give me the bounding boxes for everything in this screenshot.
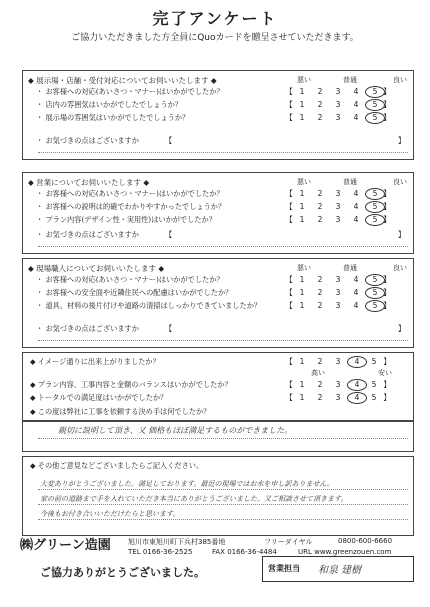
rating-option-4[interactable]: 4 — [353, 189, 359, 198]
freedial-number: 0800-600-6660 — [338, 537, 393, 545]
rating-option-3[interactable]: 3 — [335, 301, 341, 310]
bracket-close: 】 — [383, 87, 391, 96]
answer-line — [38, 519, 408, 520]
bracket-open: 【 — [285, 301, 293, 310]
rating-option-1[interactable]: 1 — [299, 275, 305, 284]
scale-label-good: 良い — [393, 76, 407, 84]
scale-label-bad: 悪い — [297, 76, 311, 84]
bracket-open: 【 — [285, 113, 293, 122]
rating-scale[interactable] — [285, 214, 391, 226]
question-text: ・ お客様への対応(あいさつ・マナー)はいかがでしたか？ — [36, 87, 224, 96]
section-heading: ◆ 現場職人についてお伺いいたします ◆ — [28, 264, 165, 273]
comment-line — [38, 246, 408, 247]
rating-option-1[interactable]: 1 — [299, 215, 305, 224]
rating-option-1[interactable]: 1 — [299, 301, 305, 310]
comment-line — [38, 340, 408, 341]
rating-scale[interactable] — [285, 86, 391, 98]
rating-option-2[interactable]: 2 — [317, 357, 323, 366]
question-text: ・ 店内の雰囲気はいかがでしたでしょうか？ — [36, 100, 183, 109]
rating-option-4[interactable]: 4 — [347, 356, 367, 368]
scale-label-normal: 普通 — [343, 76, 357, 84]
rating-option-4[interactable]: 4 — [353, 215, 359, 224]
rating-option-1[interactable]: 1 — [299, 380, 305, 389]
rating-option-5[interactable]: 5 — [365, 287, 385, 299]
question-total: ◆ トータルでの満足度はいかがでしたか？ — [30, 393, 168, 402]
rating-option-5[interactable]: 5 — [365, 188, 385, 200]
intro-text: ご協力いただきました方全員にQuoカードを贈呈させていただきます。 — [71, 33, 359, 43]
company-tel: TEL 0166-36-2525 — [128, 548, 193, 556]
question-reason: ◆ この度は弊社に工事を依頼する決め手は何でしたか？ — [30, 407, 211, 416]
rep-label: 営業担当 — [268, 564, 300, 573]
rating-option-3[interactable]: 3 — [335, 275, 341, 284]
scale-total — [285, 392, 391, 404]
rating-option-2[interactable]: 2 — [317, 100, 323, 109]
rating-option-1[interactable]: 1 — [299, 393, 305, 402]
rating-option-3[interactable]: 3 — [335, 215, 341, 224]
rating-option-4[interactable]: 4 — [347, 379, 367, 391]
scale-label-good: 良い — [393, 264, 407, 272]
answer-line — [38, 438, 408, 439]
other-line-2: 家の前の道路まで手を入れていただき本当にありがとうございました。又ご相談させて頂きます。 — [40, 495, 348, 503]
rating-option-5[interactable]: 5 — [365, 300, 385, 312]
bracket-close: 】 — [383, 275, 391, 284]
rating-option-1[interactable]: 1 — [299, 189, 305, 198]
comment-label: ・ お気づきの点はございますか — [36, 136, 139, 145]
section-heading: ◆ 展示場・店舗・受付対応についてお伺いいたします ◆ — [28, 76, 217, 85]
scale-label-good: 良い — [393, 178, 407, 186]
comment-label: ・ お気づきの点はございますか — [36, 324, 139, 333]
answer-reason: 親切に説明して頂き、又 価格もほぼ満足するものができました。 — [58, 426, 293, 435]
bracket-open: 【 — [285, 87, 293, 96]
question-text: ・ お客様への安全面や近隣住民への配慮はいかがでしたか？ — [36, 288, 233, 297]
bracket-open: 【 — [285, 288, 293, 297]
rating-option-4[interactable]: 4 — [353, 288, 359, 297]
answer-line — [38, 504, 408, 505]
question-text: ・ 道具、材料の後片付けや道路の清掃はしっかりできていましたか？ — [36, 301, 262, 310]
company-address: 旭川市東旭川町下兵村385番地 — [128, 538, 226, 546]
rating-option-2[interactable]: 2 — [317, 275, 323, 284]
label-high: 高い — [311, 369, 325, 377]
answer-line — [38, 489, 408, 490]
rating-option-2[interactable]: 2 — [317, 288, 323, 297]
question-balance: ◆ プラン内容、工事内容と金額のバランスはいかがでしたか？ — [30, 380, 232, 389]
other-line-3: 今後もお付き合いいただけたらと思います。 — [40, 510, 180, 518]
rating-option-5[interactable]: 5 — [365, 274, 385, 286]
question-image: ◆ イメージ通りに出来上がりましたか？ — [30, 357, 160, 366]
comment-bracket-close: 】 — [398, 324, 406, 333]
rating-option-4[interactable]: 4 — [353, 100, 359, 109]
rep-name: 和泉 建樹 — [318, 565, 362, 576]
comment-bracket-open: 【 — [165, 136, 173, 145]
bracket-close: 】 — [383, 288, 391, 297]
question-text: ・ お客様への対応(あいさつ・マナー)はいかがでしたか？ — [36, 189, 224, 198]
rating-option-4[interactable]: 4 — [353, 113, 359, 122]
comment-line — [38, 152, 408, 153]
rating-option-3[interactable]: 3 — [335, 113, 341, 122]
question-text: ・ 展示場の雰囲気はいかがでしたでしょうか？ — [36, 113, 190, 122]
rating-option-5[interactable]: 5 — [371, 357, 377, 366]
rating-option-1[interactable]: 1 — [299, 357, 305, 366]
bracket-open: 【 — [285, 215, 293, 224]
page-title: 完了アンケート — [152, 9, 278, 28]
rating-option-2[interactable]: 2 — [317, 87, 323, 96]
rating-option-5[interactable]: 5 — [371, 380, 377, 389]
scale-label-bad: 悪い — [297, 264, 311, 272]
bracket-open: 【 — [285, 202, 293, 211]
scale-label-bad: 悪い — [297, 178, 311, 186]
rating-option-3[interactable]: 3 — [335, 189, 341, 198]
rating-option-4[interactable]: 4 — [353, 275, 359, 284]
rating-scale[interactable] — [285, 188, 391, 200]
company-logo: ㈱グリーン造園 — [20, 538, 111, 553]
bracket-close: 】 — [383, 189, 391, 198]
company-fax: FAX 0166-36-4484 — [212, 548, 277, 556]
rating-option-5[interactable]: 5 — [365, 112, 385, 124]
rating-option-4[interactable]: 4 — [353, 301, 359, 310]
bracket-open: 【 — [285, 189, 293, 198]
comment-label: ・ お気づきの点はございますか — [36, 230, 139, 239]
rating-option-5[interactable]: 5 — [365, 99, 385, 111]
bracket-open: 【 — [285, 100, 293, 109]
bracket-close: 】 — [383, 215, 391, 224]
rating-option-3[interactable]: 3 — [335, 288, 341, 297]
thanks-text: ご協力ありがとうございました。 — [40, 566, 205, 579]
rating-option-4[interactable]: 4 — [353, 87, 359, 96]
section-heading: ◆ 営業についてお伺いいたします ◆ — [28, 178, 150, 187]
comment-bracket-open: 【 — [165, 324, 173, 333]
bracket-close: 】 — [383, 113, 391, 122]
bracket-open: 【 — [285, 393, 293, 402]
comment-bracket-close: 】 — [398, 230, 406, 239]
freedial-label: フリーダイヤル — [264, 538, 313, 546]
comment-bracket-close: 】 — [398, 136, 406, 145]
scale-label-normal: 普通 — [343, 264, 357, 272]
rating-scale[interactable] — [285, 300, 391, 312]
question-text: ・ プラン内容(デザイン性・実用性)はいかがでしたか？ — [36, 215, 216, 224]
rating-option-3[interactable]: 3 — [335, 100, 341, 109]
rating-option-5[interactable]: 5 — [365, 201, 385, 213]
scale-image — [285, 356, 391, 368]
rating-option-5[interactable]: 5 — [365, 86, 385, 98]
rating-option-1[interactable]: 1 — [299, 100, 305, 109]
rating-option-4[interactable]: 4 — [347, 392, 367, 404]
rating-scale[interactable] — [285, 287, 391, 299]
bracket-close: 】 — [383, 202, 391, 211]
rating-option-2[interactable]: 2 — [317, 380, 323, 389]
rating-option-2[interactable]: 2 — [317, 189, 323, 198]
rating-option-3[interactable]: 3 — [335, 380, 341, 389]
bracket-open: 【 — [285, 275, 293, 284]
other-line-1: 大変ありがとうございました。満足しております。最近の現場ではお水を申し訳ありません。 — [40, 480, 334, 488]
rating-scale[interactable] — [285, 112, 391, 124]
scale-label-normal: 普通 — [343, 178, 357, 186]
bracket-close: 】 — [383, 100, 391, 109]
company-url: URL www.greenzouen.com — [298, 548, 392, 556]
bracket-close: 】 — [383, 393, 391, 402]
bracket-close: 】 — [383, 380, 391, 389]
rating-option-3[interactable]: 3 — [335, 357, 341, 366]
rating-option-5[interactable]: 5 — [365, 214, 385, 226]
rating-option-3[interactable]: 3 — [335, 393, 341, 402]
rating-option-2[interactable]: 2 — [317, 113, 323, 122]
scale-balance — [285, 379, 391, 391]
rating-option-1[interactable]: 1 — [299, 202, 305, 211]
rating-scale[interactable] — [285, 274, 391, 286]
rating-option-1[interactable]: 1 — [299, 288, 305, 297]
rating-option-1[interactable]: 1 — [299, 113, 305, 122]
rating-option-3[interactable]: 3 — [335, 87, 341, 96]
bracket-close: 】 — [383, 357, 391, 366]
rating-option-3[interactable]: 3 — [335, 202, 341, 211]
rating-option-5[interactable]: 5 — [371, 393, 377, 402]
rating-option-2[interactable]: 2 — [317, 393, 323, 402]
question-text: ・ お客様への説明は的確でわかりやすかったでしょうか？ — [36, 202, 226, 211]
comment-bracket-open: 【 — [165, 230, 173, 239]
question-other: ◆ その他ご意見などございましたらご記入ください。 — [30, 461, 204, 470]
bracket-open: 【 — [285, 357, 293, 366]
rating-option-2[interactable]: 2 — [317, 301, 323, 310]
bracket-close: 】 — [383, 301, 391, 310]
rating-option-2[interactable]: 2 — [317, 215, 323, 224]
rating-scale[interactable] — [285, 201, 391, 213]
rating-option-2[interactable]: 2 — [317, 202, 323, 211]
rating-scale[interactable] — [285, 99, 391, 111]
rating-option-1[interactable]: 1 — [299, 87, 305, 96]
label-low: 安い — [378, 369, 392, 377]
question-text: ・ お客様への対応(あいさつ・マナー)はいかがでしたか？ — [36, 275, 224, 284]
bracket-open: 【 — [285, 380, 293, 389]
rating-option-4[interactable]: 4 — [353, 202, 359, 211]
